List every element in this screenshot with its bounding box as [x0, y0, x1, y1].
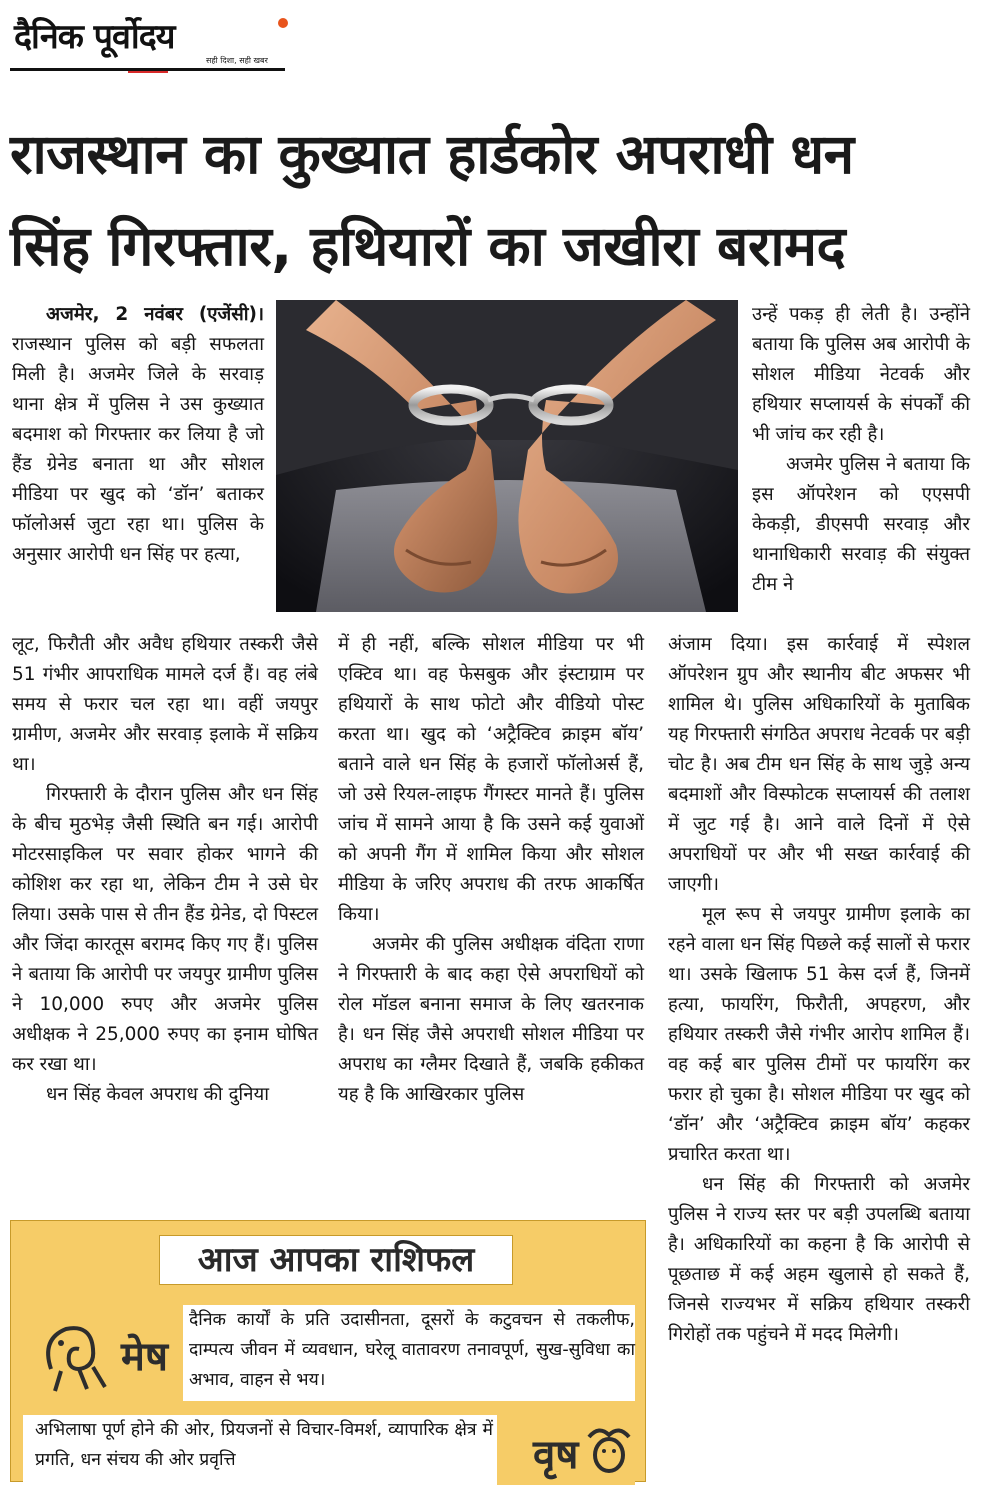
article-paragraph: मूल रूप से जयपुर ग्रामीण इलाके का रहने वाला धन सिंह पिछले कई सालों से फरार था। उसके खिलाफ 51 केस दर्ज हैं, जिनमें हत्या, फायरिंग, फिरौती, अपहरण, और हथियार तस्करी जैसे गंभीर आरोप शामिल हैं। वह कई बार पुलिस टीमों पर फायरिंग कर फरार हो चुका है। सोशल मीडिया पर खुद को ‘डॉन’ और ‘अट्रैक्टिव क्राइम बॉय’ कहकर प्रचारित करता था। — [668, 904, 970, 1165]
horoscope-title: आज आपका राशिफल — [159, 1235, 513, 1285]
article-photo — [276, 300, 738, 612]
vrish-sign-panel — [497, 1415, 635, 1485]
article-column-1-top — [12, 300, 264, 570]
logo-dot-icon — [278, 18, 288, 28]
article-paragraph: धन सिंह की गिरफ्तारी को अजमेर पुलिस ने राज्य स्तर पर बड़ी उपलब्धि बताया है। अधिकारियों का कहना है कि आरोपी से पूछताछ में कई अहम खुलासे हो सकते हैं, जिनसे राज्यभर में सक्रिय हथियार तस्करी गिरोहों तक पहुंचने में मदद मिलेगी। — [668, 1174, 970, 1345]
horoscope-row-mesh — [23, 1305, 635, 1401]
article-paragraph: अजमेर पुलिस ने बताया कि इस ऑपरेशन को एएसपी केकड़ी, डीएसपी सरवाड़ और थानाधिकारी सरवाड़ की संयुक्त टीम ने — [752, 454, 970, 595]
vrish-prediction: अभिलाषा पूर्ण होने की ओर, प्रियजनों से विचार-विमर्श, व्यापारिक क्षेत्र में प्रगति, धन संचय की ओर प्रवृत्ति — [35, 1420, 493, 1470]
article-paragraph: लूट, फिरौती और अवैध हथियार तस्करी जैसे 51 गंभीर आपराधिक मामले दर्ज हैं। वह लंबे समय से फरार चल रहा था। वहीं जयपुर ग्रामीण, अजमेर और सरवाड़ इलाके में सक्रिय था। — [12, 634, 318, 775]
horoscope-box — [10, 1220, 646, 1482]
article-paragraph: अंजाम दिया। इस कार्रवाई में स्पेशल ऑपरेशन ग्रुप और स्थानीय बीट अफसर भी शामिल थे। पुलिस अधिकारियों के मुताबिक यह गिरफ्तारी संगठित अपराध नेटवर्क पर बड़ी चोट है। अब टीम धन सिंह के साथ जुड़े अन्य बदमाशों और विस्फोटक सप्लायर्स की तलाश में जुट गई है। आने वाले दिनों में ऐसे अपराधियों पर और भी सख्त कार्रवाई की जाएगी। — [668, 634, 970, 895]
article-paragraph: उन्हें पकड़ ही लेती है। उन्होंने बताया कि पुलिस अब आरोपी के सोशल मीडिया नेटवर्क और हथियार सप्लायर्स के संपर्कों की भी जांच कर रही है। — [752, 304, 970, 445]
horoscope-row-vrish — [23, 1415, 635, 1485]
article-column-3-bottom — [668, 630, 970, 1350]
mesh-label: मेष — [121, 1334, 169, 1380]
article-paragraph: राजस्थान पुलिस को बड़ी सफलता मिली है। अजमेर जिले के सरवाड़ थाना क्षेत्र में पुलिस ने उस कुख्यात बदमाश को गिरफ्तार कर लिया है जो हैंड ग्रेनेड बनाता था और सोशल मीडिया पर खुद को ‘डॉन’ बताकर फॉलोअर्स जुटा रहा था। पुलिस के अनुसार आरोपी धन सिंह पर हत्या, — [12, 334, 264, 565]
mesh-prediction: दैनिक कार्यों के प्रति उदासीनता, दूसरों के कटुवचन से तकलीफ, दाम्पत्य जीवन में व्यवधान, घरेलू वातावरण तनावपूर्ण, सुख-सुविधा का अभाव, वाहन से भय। — [189, 1310, 635, 1390]
article-paragraph: गिरफ्तारी के दौरान पुलिस और धन सिंह के बीच मुठभेड़ जैसी स्थिति बन गई। आरोपी मोटरसाइकिल पर सवार होकर भागने की कोशिश कर रहा था, लेकिन टीम ने उसे घेर लिया। उसके पास से तीन हैंड ग्रेनेड, दो पिस्टल और जिंदा कारतूस बरामद किए गए हैं। पुलिस ने बताया कि आरोपी पर जयपुर ग्रामीण पुलिस ने 10,000 रुपए और अजमेर पुलिस अधीक्षक ने 25,000 रुपए का इनाम घोषित कर रखा था। — [12, 784, 318, 1075]
article-column-2 — [338, 630, 644, 1110]
vrish-label: वृष — [533, 1432, 579, 1478]
headline-line-2: सिंह गिरफ्तार, हथियारों का जखीरा बरामद — [10, 214, 846, 278]
newspaper-logo: दैनिक पूर्वोदय — [14, 17, 175, 57]
aries-ram-icon — [31, 1309, 121, 1399]
article-column-1-bottom — [12, 630, 318, 1110]
dateline: अजमेर, 2 नवंबर (एजेंसी)। — [46, 304, 264, 325]
mesh-sign-panel — [23, 1305, 183, 1401]
headline-line-1: राजस्थान का कुख्यात हार्डकोर अपराधी धन — [10, 122, 854, 186]
article-column-3-top — [752, 300, 970, 600]
handcuffed-hands-image — [276, 300, 738, 612]
article-paragraph: धन सिंह केवल अपराध की दुनिया — [46, 1084, 269, 1105]
tagline: सही दिशा, सही खबर — [206, 56, 268, 65]
taurus-bull-icon — [579, 1419, 639, 1479]
article-paragraph: अजमेर की पुलिस अधीक्षक वंदिता राणा ने गिरफ्तारी के बाद कहा ऐसे अपराधियों को रोल मॉडल बनाना समाज के लिए खतरनाक है। धन सिंह जैसे अपराधी सोशल मीडिया पर अपराध का ग्लैमर दिखाते हैं, जबकि हकीकत यह है कि आखिरकार पुलिस — [338, 934, 644, 1105]
masthead — [10, 8, 285, 72]
masthead-accent-rule — [128, 71, 168, 73]
article-paragraph: में ही नहीं, बल्कि सोशल मीडिया पर भी एक्टिव था। वह फेसबुक और इंस्टाग्राम पर हथियारों के साथ फोटो और वीडियो पोस्ट करता था। खुद को ‘अट्रैक्टिव क्राइम बॉय’ बताने वाले धन सिंह के हजारों फॉलोअर्स हैं, जो उसे रियल-लाइफ गैंगस्टर मानते हैं। पुलिस जांच में सामने आया है कि उसने कई युवाओं को अपनी गैंग में शामिल किया और सोशल मीडिया के जरिए अपराध की तरफ आकर्षित किया। — [338, 634, 644, 925]
headline — [10, 108, 975, 292]
